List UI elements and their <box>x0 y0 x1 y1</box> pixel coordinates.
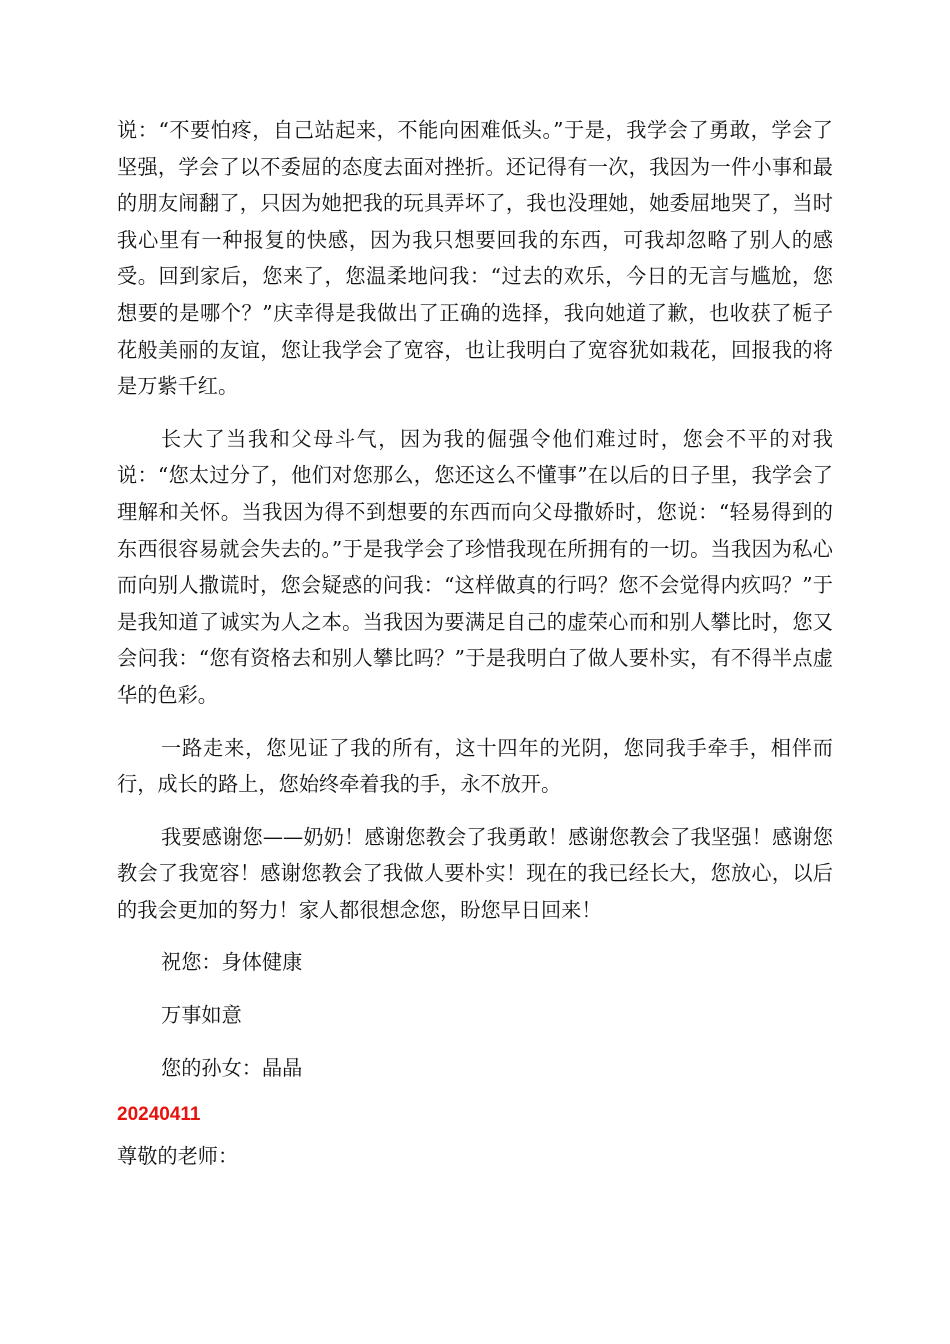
closing-wish-second: 万事如意 <box>161 1003 242 1028</box>
closing-wish: 祝您：身体健康 <box>161 950 303 975</box>
paragraph-continuation: 说：“不要怕疼，自己站起来，不能向困难低头。”于是，我学会了勇敢，学会了坚强，学会了以不委屈的态度去面对挫折。还记得有一次，我因为一件小事和最的朋友闹翻了，只因为她把我的玩具弄坏了，我也没理她，她委屈地哭了，当时我心里有一种报复的快感，因为我只想要回我的东西，可我却忽略了别人的感受。回到家后，您来了，您温柔地问我：“过去的欢乐，今日的无言与尴尬，您想要的是哪个？”庆幸得是我做出了正确的选择，我向她道了歉，也收获了栀子花般美丽的友谊，您让我学会了宽容，也让我明白了宽容犹如栽花，回报我的将是万紫千红。 <box>117 118 833 399</box>
paragraph-growing-up: 长大了当我和父母斗气，因为我的倔强令他们难过时，您会不平的对我说：“您太过分了，他们对您那么，您还这么不懂事”在以后的日子里，我学会了理解和关怀。当我因为得不到想要的东西而向父母撒娇时，您说：“轻易得到的东西很容易就会失去的。”于是我学会了珍惜我现在所拥有的一切。当我因为私心而向别人撒谎时，您会疑惑的问我：“这样做真的行吗？您不会觉得内疚吗？”于是我知道了诚实为人之本。当我因为要满足自己的虚荣心而和别人攀比时，您又会问我：“您有资格去和别人攀比吗？”于是我明白了做人要朴实，有不得半点虚华的色彩。 <box>117 426 833 707</box>
letter-body <box>117 112 833 1175</box>
signature: 您的孙女：晶晶 <box>161 1055 303 1080</box>
date-mark: 20240411 <box>117 1104 201 1126</box>
paragraph-gratitude: 我要感谢您——奶奶！感谢您教会了我勇敢！感谢您教会了我坚强！感谢您教会了我宽容！感谢您教会了我做人要朴实！现在的我已经长大，您放心，以后的我会更加的努力！家人都很想念您，盼您早日回来！ <box>117 824 833 922</box>
paragraph-journey: 一路走来，您见证了我的所有，这十四年的光阴，您同我手牵手，相伴而行，成长的路上，您始终牵着我的手，永不放开。 <box>117 735 833 797</box>
next-letter-greeting: 尊敬的老师： <box>117 1144 239 1169</box>
